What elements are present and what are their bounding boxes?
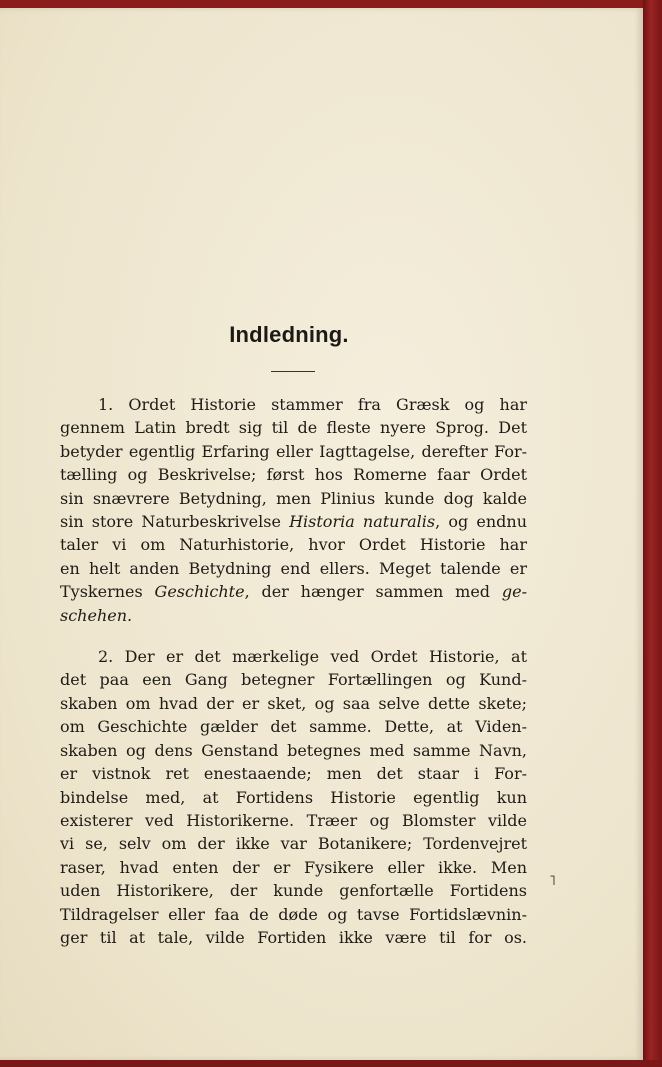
text-line [60, 604, 527, 627]
text-span: Tyskernes [60, 582, 155, 602]
text-line: Tildragelser eller faa de døde og tavse Fortidslævnin- [60, 904, 527, 924]
text-line: gennem Latin bredt sig til de fleste nyere Sprog. Det [60, 418, 527, 438]
paragraph-1 [60, 393, 527, 627]
text-line: det paa een Gang betegner Fortællingen og Kund- [60, 670, 527, 690]
text-line: skaben om hvad der er sket, og saa selve dette skete; [60, 693, 527, 713]
text-line: skaben og dens Genstand betegnes med samme Navn, [60, 740, 527, 760]
text-line: er vistnok ret enestaaende; men det staar i For- [60, 764, 527, 784]
text-line: raser, hvad enten der er Fysikere eller ikke. Men [60, 857, 527, 877]
text-line: en helt anden Betydning end ellers. Meget talende er [60, 558, 527, 578]
text-line: taler vi om Naturhistorie, hvor Ordet Historie har [60, 535, 527, 555]
text-span: , der hænger sammen med [244, 582, 502, 602]
text-line: om Geschichte gælder det samme. Dette, at Viden- [60, 717, 527, 737]
text-span: , og endnu [435, 512, 527, 532]
italic-term: ge- [501, 582, 527, 602]
page-edge [0, 1060, 662, 1067]
margin-mark: ˥ [549, 873, 556, 889]
text-line: 2. Der er det mærkelige ved Ordet Historie, at [98, 647, 527, 667]
body-text [60, 393, 527, 949]
book-spine [643, 0, 662, 1067]
text-line: sin snævrere Betydning, men Plinius kunde dog kalde [60, 488, 527, 508]
italic-term: Geschichte [154, 582, 245, 602]
text-span: sin store Naturbeskrivelse [60, 512, 290, 532]
text-line: betyder egentlig Erfaring eller Iagttagelse, derefter For- [60, 441, 527, 461]
italic-term: schehen. [60, 605, 133, 625]
text-line: tælling og Beskrivelse; først hos Romerne faar Ordet [60, 465, 527, 485]
chapter-heading: Indledning. [229, 322, 349, 347]
heading-rule [271, 371, 315, 372]
text-line: uden Historikere, der kunde genfortælle Fortidens [60, 881, 527, 901]
text-line: ger til at tale, vilde Fortiden ikke være til for os. [60, 927, 527, 947]
text-line: bindelse med, at Fortidens Historie egentlig kun [60, 787, 527, 807]
text-line [60, 580, 527, 603]
text-line [60, 510, 527, 533]
text-line: existerer ved Historikerne. Træer og Blomster vilde [60, 810, 527, 830]
text-line: vi se, selv om der ikke var Botanikere; Tordenvejret [60, 834, 527, 854]
text-line: 1. Ordet Historie stammer fra Græsk og har [98, 395, 527, 414]
paragraph-2 [60, 645, 527, 949]
italic-term: Historia naturalis [289, 512, 436, 532]
